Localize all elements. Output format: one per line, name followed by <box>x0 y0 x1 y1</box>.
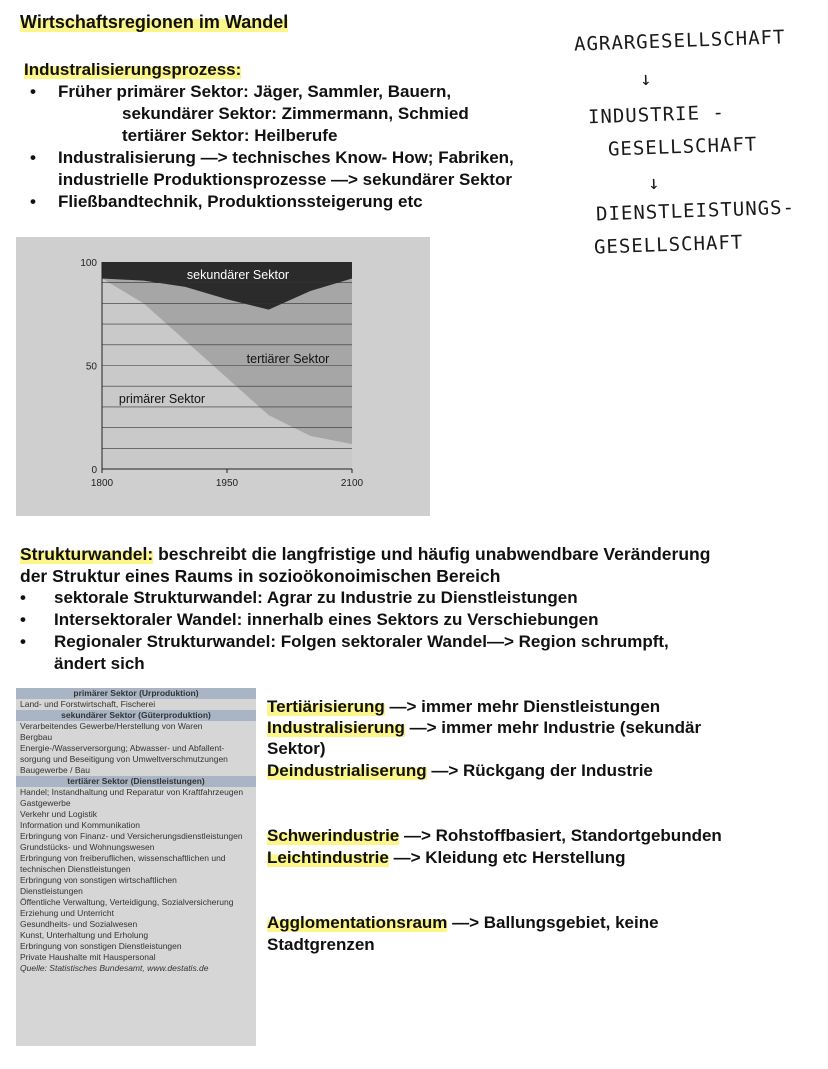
table-row: Energie-/Wasserversorgung; Abwasser- und Abfallent- <box>20 743 225 753</box>
table-row: Dienstleistungen <box>20 886 83 896</box>
table-row: Private Haushalte mit Hauspersonal <box>20 952 156 962</box>
struktur-bullet: • sektorale Strukturwandel: Agrar zu Industrie zu Dienstleistungen <box>20 588 578 607</box>
table-row: Erbringung von Finanz- und Versicherungsdienstleistungen <box>20 831 243 841</box>
definition-line: Leichtindustrie —> Kleidung etc Herstellung <box>267 848 626 867</box>
table-row: Handel; Instandhaltung und Reparatur von Kraftfahrzeugen <box>20 787 244 797</box>
handwritten-arrow: ↓ <box>639 67 653 91</box>
definition-line-cont: Stadtgrenzen <box>267 935 375 954</box>
industrial-bullet-cont: industrielle Produktionsprozesse —> sekundärer Sektor <box>58 170 512 189</box>
sector-table <box>16 688 256 1046</box>
series-label: tertiärer Sektor <box>246 352 330 366</box>
definition-line: Tertiärisierung —> immer mehr Dienstleistungen <box>267 697 661 716</box>
definition-line: Industralisierung —> immer mehr Industrie (sekundär <box>267 718 702 737</box>
table-row: Baugewerbe / Bau <box>20 765 90 775</box>
sector-chart <box>16 237 430 516</box>
table-row: Bergbau <box>20 732 53 742</box>
y-tick-label: 100 <box>80 258 97 269</box>
handwritten-note: GESELLSCHAFT <box>593 231 744 259</box>
handwritten-note: DIENSTLEISTUNGS- <box>595 196 796 226</box>
industrial-bullet: • Fließbandtechnik, Produktionssteigerung etc <box>30 192 423 211</box>
y-tick-label: 0 <box>91 465 97 476</box>
table-section-header: sekundärer Sektor (Güterproduktion) <box>16 710 256 721</box>
series-label: primärer Sektor <box>118 392 206 406</box>
industrial-bullet: • Industralisierung —> technisches Know- How; Fabriken, <box>30 148 514 167</box>
table-row: Öffentliche Verwaltung, Verteidigung, Sozialversicherung <box>20 897 234 907</box>
definition-line: Schwerindustrie —> Rohstoffbasiert, Standortgebunden <box>267 826 722 845</box>
handwritten-note: GESELLSCHAFT <box>607 133 758 161</box>
table-row: Grundstücks- und Wohnungswesen <box>20 842 155 852</box>
table-row: Erbringung von sonstigen Dienstleistungen <box>20 941 182 951</box>
table-row: Verarbeitendes Gewerbe/Herstellung von Waren <box>20 721 203 731</box>
x-tick-label: 1800 <box>90 478 114 489</box>
table-section-header: primärer Sektor (Urproduktion) <box>16 688 256 699</box>
y-tick-label: 50 <box>85 361 97 373</box>
table-row: Kunst, Unterhaltung und Erholung <box>20 930 149 940</box>
handwritten-arrow: ↓ <box>647 171 661 195</box>
x-tick-label: 1950 <box>215 478 239 489</box>
struktur-bullet: • Intersektoraler Wandel: innerhalb eines Sektors zu Verschiebungen <box>20 610 599 629</box>
industrial-bullet-cont: sekundärer Sektor: Zimmermann, Schmied <box>122 104 469 123</box>
table-row: technischen Dienstleistungen <box>20 864 131 874</box>
industrial-bullet-cont: tertiärer Sektor: Heilberufe <box>122 126 338 145</box>
struktur-definition-cont: der Struktur eines Raums in sozioökonoimischen Bereich <box>20 566 501 586</box>
table-row: Erbringung von freiberuflichen, wissenschaftlichen und <box>20 853 226 863</box>
chart-photo <box>16 237 430 516</box>
table-row: Quelle: Statistisches Bundesamt, www.destatis.de <box>20 963 209 973</box>
struktur-bullet-cont: ändert sich <box>54 654 145 673</box>
handwritten-note: INDUSTRIE - <box>587 101 726 129</box>
industrial-bullet: • Früher primärer Sektor: Jäger, Sammler, Bauern, <box>30 82 452 101</box>
series-label: sekundärer Sektor <box>186 268 290 282</box>
table-row: Verkehr und Logistik <box>20 809 98 819</box>
table-row: Erbringung von sonstigen wirtschaftlichen <box>20 875 177 885</box>
handwritten-note: AGRARGESELLSCHAFT <box>573 26 786 56</box>
industrial-heading: Industralisierungsprozess: <box>24 60 242 79</box>
definition-line: Agglomentationsraum —> Ballungsgebiet, keine <box>267 913 659 932</box>
table-row: Erziehung und Unterricht <box>20 908 115 918</box>
table-row: Gastgewerbe <box>20 798 71 808</box>
table-row: Land- und Forstwirtschaft, Fischerei <box>20 699 156 709</box>
table-row: sorgung und Beseitigung von Umweltverschmutzungen <box>20 754 228 764</box>
table-row: Information und Kommunikation <box>20 820 141 830</box>
x-tick-label: 2100 <box>340 478 364 489</box>
definition-line: Deindustrialiserung —> Rückgang der Industrie <box>267 761 653 780</box>
table-section-header: tertiärer Sektor (Dienstleistungen) <box>16 776 256 787</box>
page-title: Wirtschaftsregionen im Wandel <box>20 12 289 32</box>
struktur-bullet: • Regionaler Strukturwandel: Folgen sektoraler Wandel—> Region schrumpft, <box>20 632 669 651</box>
definition-line-cont: Sektor) <box>267 739 326 758</box>
table-row: Gesundheits- und Sozialwesen <box>20 919 138 929</box>
struktur-definition: Strukturwandel: beschreibt die langfristige und häufig unabwendbare Veränderung <box>20 544 711 564</box>
